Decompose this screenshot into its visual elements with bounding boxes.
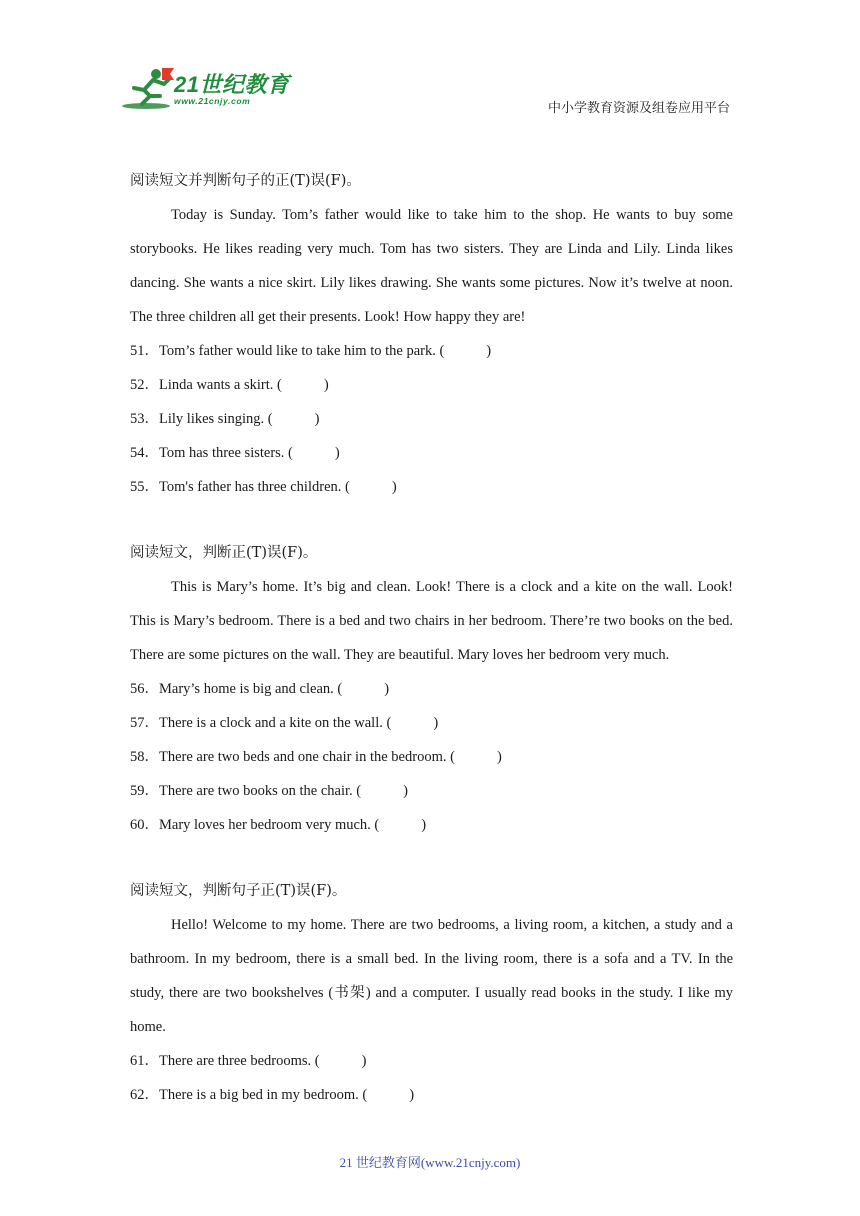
section-title: 阅读短文，判断正(T)误(F)。 bbox=[130, 545, 318, 561]
section-title: 阅读短文，判断句子正(T)误(F)。 bbox=[130, 883, 347, 899]
question-number: 62． bbox=[130, 1087, 159, 1103]
question-number: 55． bbox=[130, 479, 159, 495]
question-number: 53． bbox=[130, 411, 159, 427]
question-item bbox=[130, 1044, 733, 1078]
question-close-paren: ) bbox=[314, 411, 320, 427]
question-close-paren: ) bbox=[391, 479, 397, 495]
reading-section-2 bbox=[130, 536, 733, 842]
question-text: Tom’s father would like to take him to the park. ( bbox=[159, 343, 445, 359]
question-item bbox=[130, 334, 733, 368]
site-logo[interactable] bbox=[120, 66, 290, 116]
question-close-paren: ) bbox=[361, 1053, 367, 1069]
question-item bbox=[130, 436, 733, 470]
question-number: 56． bbox=[130, 681, 159, 697]
question-number: 61． bbox=[130, 1053, 159, 1069]
question-item bbox=[130, 740, 733, 774]
reading-passage: This is Mary’s home. It’s big and clean. Look! There is a clock and a kite on the wall. Look! This is Mary’s bedroom. There is a bed and two chairs in her bedroom. There’re two books on the bed. There are some pictures on the wall. They are beautiful. Mary loves her bedroom very much. bbox=[130, 579, 733, 663]
question-text: There are three bedrooms. ( bbox=[159, 1053, 320, 1069]
question-text: There are two beds and one chair in the bedroom. ( bbox=[159, 749, 455, 765]
question-close-paren: ) bbox=[486, 343, 492, 359]
question-close-paren: ) bbox=[433, 715, 439, 731]
question-number: 51． bbox=[130, 343, 159, 359]
question-close-paren: ) bbox=[323, 377, 329, 393]
question-number: 52． bbox=[130, 377, 159, 393]
question-text: Tom's father has three children. ( bbox=[159, 479, 350, 495]
reading-passage: Hello! Welcome to my home. There are two bedrooms, a living room, a kitchen, a study and a bathroom. In my bedroom, there is a small bed. In the living room, there is a sofa and a TV. In the study, there are two bookshelves (书架) and a computer. I usually read books in the study. I like my home. bbox=[130, 917, 733, 1035]
platform-name: 中小学教育资源及组卷应用平台 bbox=[547, 101, 730, 116]
logo-url: www.21cnjy.com bbox=[174, 96, 251, 106]
question-text: Lily likes singing. ( bbox=[159, 411, 273, 427]
question-text: Linda wants a skirt. ( bbox=[159, 377, 282, 393]
question-close-paren: ) bbox=[409, 1087, 415, 1103]
question-item bbox=[130, 774, 733, 808]
question-close-paren: ) bbox=[496, 749, 502, 765]
question-close-paren: ) bbox=[421, 817, 427, 833]
runner-logo-icon bbox=[120, 66, 176, 112]
question-item bbox=[130, 672, 733, 706]
section-title: 阅读短文并判断句子的正(T)误(F)。 bbox=[130, 173, 361, 189]
question-number: 54． bbox=[130, 445, 159, 461]
question-close-paren: ) bbox=[403, 783, 408, 799]
question-item bbox=[130, 470, 733, 504]
worksheet-body bbox=[130, 164, 733, 1144]
question-text: There are two books on the chair. ( bbox=[159, 783, 362, 799]
logo-wordmark: 21世纪教育 bbox=[174, 72, 290, 97]
question-item bbox=[130, 368, 733, 402]
question-item bbox=[130, 402, 733, 436]
question-item bbox=[130, 706, 733, 740]
question-text: Mary loves her bedroom very much. ( bbox=[159, 817, 380, 833]
question-close-paren: ) bbox=[384, 681, 390, 697]
question-text: Tom has three sisters. ( bbox=[159, 445, 293, 461]
question-text: There is a clock and a kite on the wall. ( bbox=[159, 715, 392, 731]
question-item bbox=[130, 1078, 733, 1112]
question-number: 60． bbox=[130, 817, 159, 833]
reading-section-1 bbox=[130, 164, 733, 504]
page-footer[interactable]: 21 世纪教育网(www.21cnjy.com) bbox=[339, 1155, 521, 1170]
question-number: 59． bbox=[130, 783, 159, 799]
question-number: 57． bbox=[130, 715, 159, 731]
question-close-paren: ) bbox=[334, 445, 340, 461]
reading-section-3 bbox=[130, 874, 733, 1112]
reading-passage: Today is Sunday. Tom’s father would like to take him to the shop. He wants to buy some storybooks. He likes reading very much. Tom has two sisters. They are Linda and Lily. Linda likes dancing. She wants a nice skirt. Lily likes drawing. She wants some pictures. Now it’s twelve at noon. The three children all get their presents. Look! How happy they are! bbox=[130, 207, 733, 325]
page-header bbox=[0, 0, 860, 130]
question-text: Mary’s home is big and clean. ( bbox=[159, 681, 343, 697]
question-item bbox=[130, 808, 733, 842]
question-number: 58． bbox=[130, 749, 159, 765]
question-text: There is a big bed in my bedroom. ( bbox=[159, 1087, 368, 1103]
